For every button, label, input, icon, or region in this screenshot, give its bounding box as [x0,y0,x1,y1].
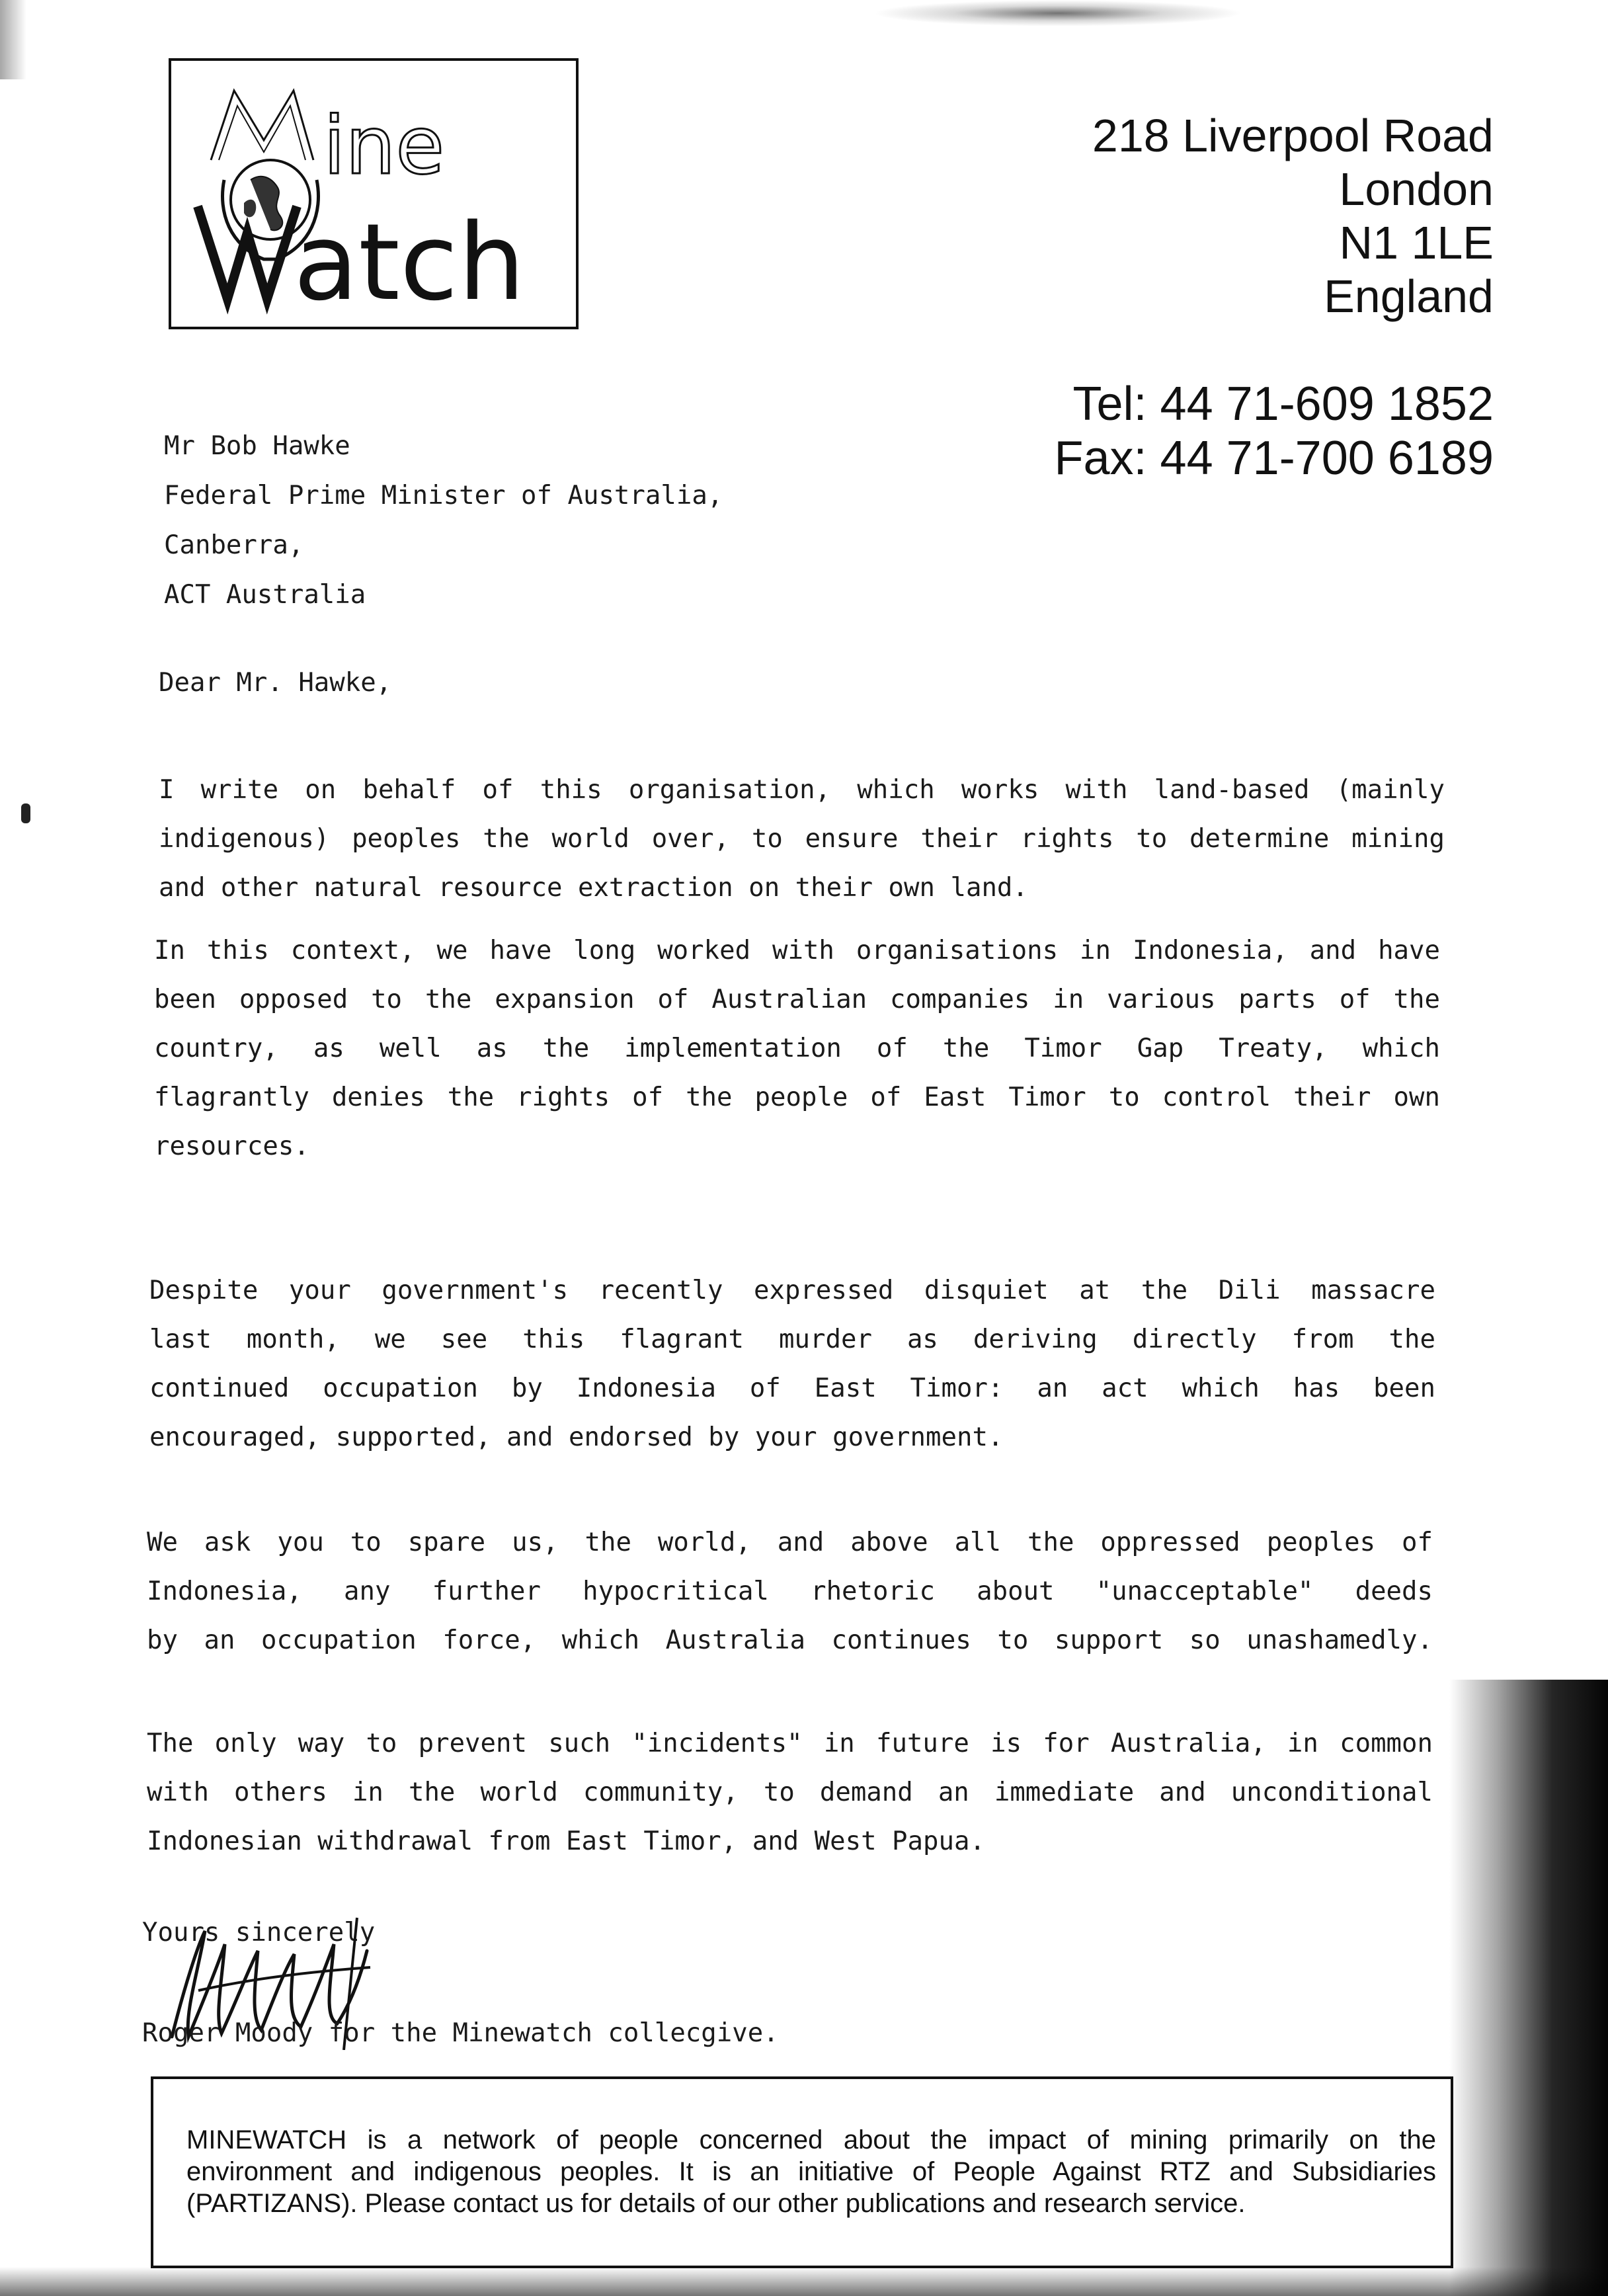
text-line: resources. [154,1131,309,1161]
footer-line: environment and indigenous peoples. It is an initiative of People Against RTZ and Subsidiaries [186,2157,1436,2186]
address-line: N1 1LE [1339,217,1494,268]
scan-artifact-bottom [0,2267,1608,2296]
footer-line: MINEWATCH is a network of people concerned about the impact of mining primarily on the [186,2125,1436,2154]
address-line: England [1324,270,1494,322]
footer-notice [151,2076,1453,2268]
text-line: been opposed to the expansion of Australian companies in various parts of the [154,985,1440,1014]
logo-graphic [171,61,576,327]
logo-word-ine: ine [323,101,445,192]
text-line: encouraged, supported, and endorsed by your government. [149,1422,1004,1452]
scan-artifact-left [0,0,26,79]
text-line: I write on behalf of this organisation, which works with land-based (mainly [159,775,1445,805]
scan-artifact-right [1449,1680,1608,2296]
recipient-city: Canberra, [164,530,304,560]
footer-line: (PARTIZANS). Please contact us for details of our other publications and research service. [186,2189,1246,2218]
address-line: London [1339,163,1494,215]
text-line: and other natural resource extraction on their own land. [159,873,1028,903]
text-line: The only way to prevent such "incidents" in future is for Australia, in common [147,1729,1433,1758]
text-line: continued occupation by Indonesia of East Timor: an act which has been [149,1374,1435,1403]
text-line: Indonesia, any further hypocritical rhetoric about "unacceptable" deeds [147,1577,1433,1606]
recipient-title: Federal Prime Minister of Australia, [164,481,723,511]
closing: Yours sincerely [142,1918,376,1948]
text-line: with others in the world community, to demand an immediate and unconditional [147,1778,1433,1807]
text-line: We ask you to spare us, the world, and above all the oppressed peoples of [147,1528,1433,1557]
text-line: last month, we see this flagrant murder as deriving directly from the [149,1325,1435,1354]
paragraph-4 [147,1518,1433,1665]
logo-word-atch: atch [294,200,526,324]
recipient-region: ACT Australia [164,580,366,610]
recipient-address [164,421,723,620]
recipient-name: Mr Bob Hawke [164,431,350,461]
text-line: indigenous) peoples the world over, to ensure their rights to determine mining [159,824,1445,854]
sender-address [1092,109,1494,323]
text-line: In this context, we have long worked with organisations in Indonesia, and have [154,936,1440,965]
paragraph-3 [149,1266,1435,1462]
sender-contact [1055,377,1494,485]
text-line: Indonesian withdrawal from East Timor, and West Papua. [147,1826,985,1856]
address-line: 218 Liverpool Road [1092,110,1494,161]
minewatch-logo [169,58,579,329]
text-line: by an occupation force, which Australia continues to support so unashamedly. [147,1625,1433,1655]
text-line: flagrantly denies the rights of the people of East Timor to control their own [154,1083,1440,1112]
paragraph-2 [154,926,1440,1171]
scan-speck [21,803,30,823]
signer-line: Roger Moody for the Minewatch collecgive. [142,2018,779,2048]
telephone-number: Tel: 44 71-609 1852 [1072,378,1494,430]
scan-artifact-top [873,0,1243,26]
paragraph-5 [147,1719,1433,1866]
text-line: Despite your government's recently expressed disquiet at the Dili massacre [149,1276,1435,1305]
fax-number: Fax: 44 71-700 6189 [1054,432,1494,485]
text-line: country, as well as the implementation of the Timor Gap Treaty, which [154,1034,1440,1063]
paragraph-1 [159,766,1445,913]
footer-text [186,2124,1436,2219]
salutation: Dear Mr. Hawke, [159,668,392,698]
